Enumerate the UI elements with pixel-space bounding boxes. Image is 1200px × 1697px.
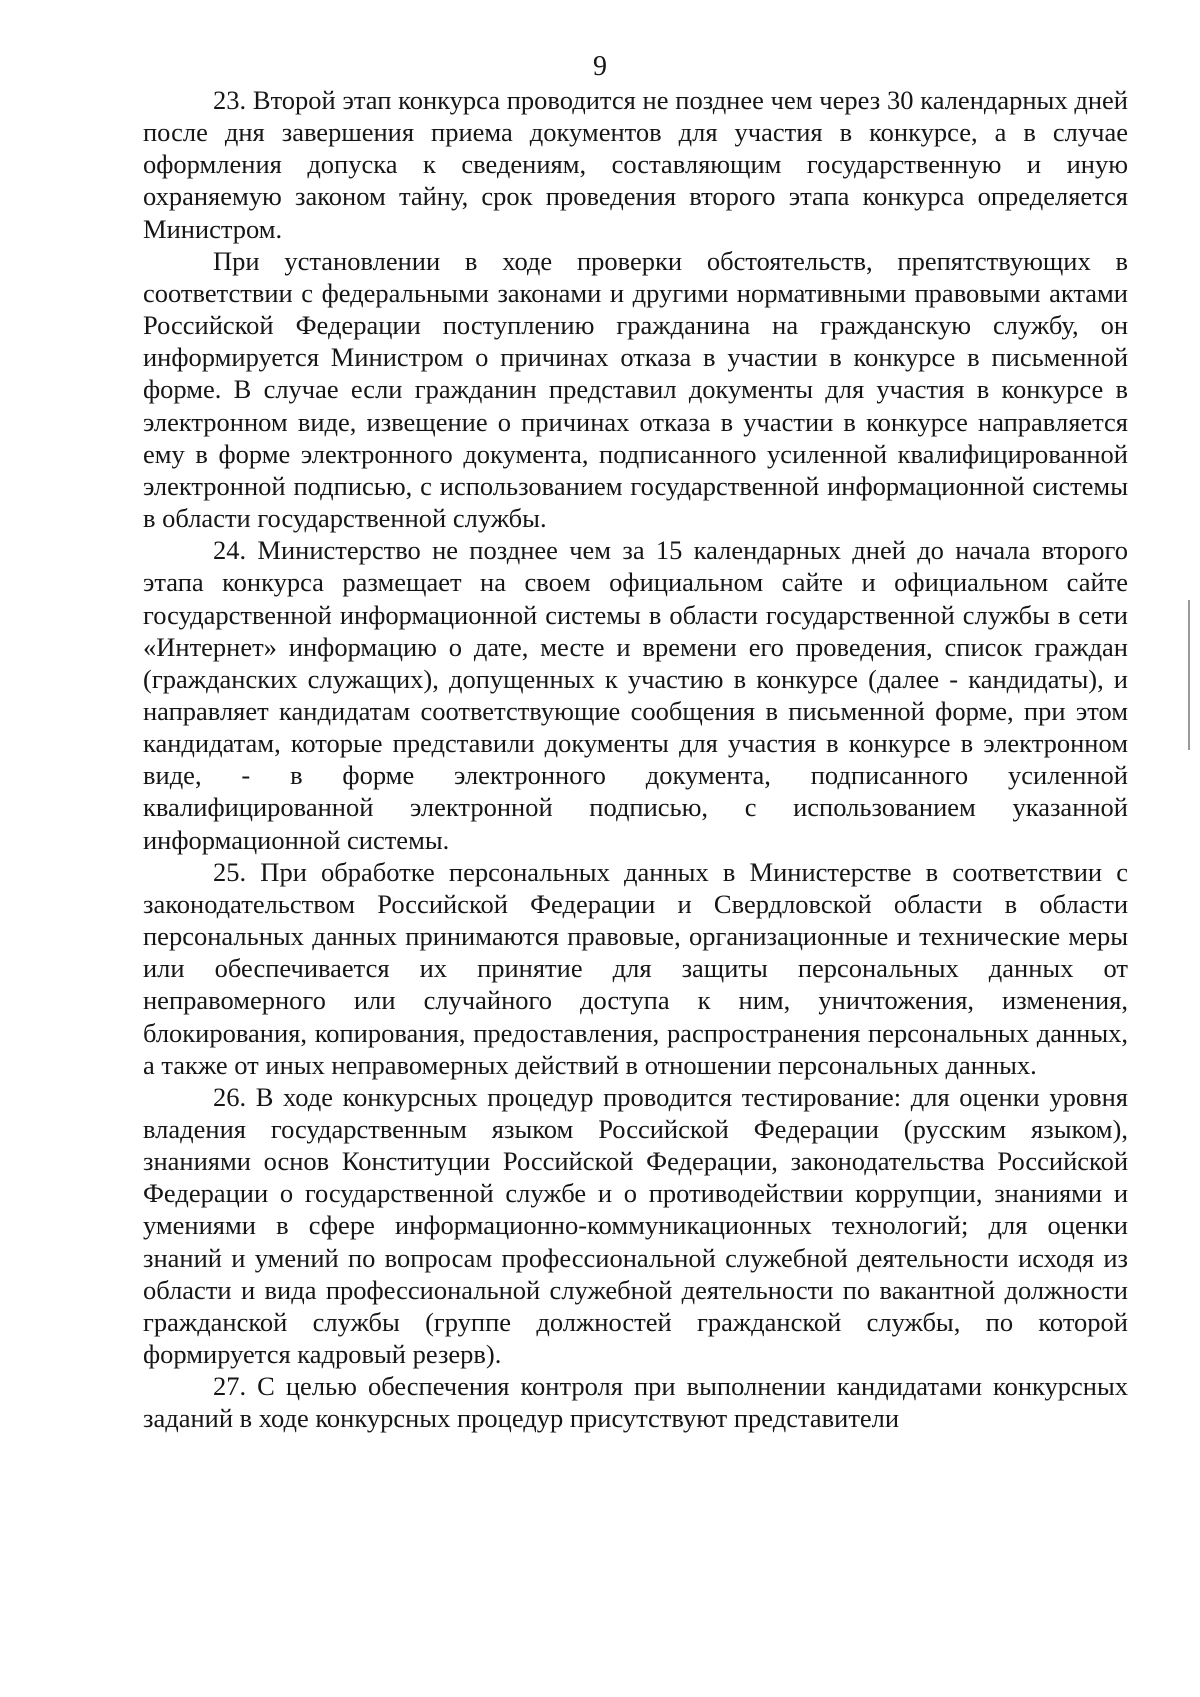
paragraph-23: 23. Второй этап конкурса проводится не позднее чем через 30 календарных дней после дня завершения приема документов для участия в конкурсе, а в случае оформления допуска к сведениям, составляющим государственную и иную охраняемую законом тайну, срок проведения второго этапа конкурса определяется Министром. bbox=[143, 85, 1128, 244]
paragraph-23-continuation: При установлении в ходе проверки обстоятельств, препятствующих в соответствии с федеральными законами и другими нормативными правовыми актами Российской Федерации поступлению гражданина на гражданскую службу, он информируется Министром о причинах отказа в участии в конкурсе в письменной форме. В случае если гражданин представил документы для участия в конкурсе в электронном виде, извещение о причинах отказа в участии в конкурсе направляется ему в форме электронного документа, подписанного усиленной квалифицированной электронной подписью, с использованием государственной информационной системы в области государственной службы. bbox=[143, 245, 1128, 534]
paragraph-27: 27. С целью обеспечения контроля при выполнении кандидатами конкурсных заданий в ходе конкурсных процедур присутствуют представители bbox=[143, 1371, 1128, 1434]
paragraph-24: 24. Министерство не позднее чем за 15 календарных дней до начала второго этапа конкурса размещает на своем официальном сайте и официальном сайте государственной информационной системы в области государственной службы в сети «Интернет» информацию о дате, месте и времени его проведения, список граждан (гражданских служащих), допущенных к участию в конкурсе (далее - кандидаты), и направляет кандидатам соответствующие сообщения в письменной форме, при этом кандидатам, которые представили документы для участия в конкурсе в электронном виде, - в форме электронного документа, подписанного усиленной квалифицированной электронной подписью, с использованием указанной информационной системы. bbox=[143, 535, 1128, 855]
page-number: 9 bbox=[593, 51, 607, 82]
document-body bbox=[143, 84, 1128, 1435]
paragraph-25: 25. При обработке персональных данных в Министерстве в соответствии с законодательством Российской Федерации и Свердловской области в области персональных данных принимаются правовые, организационные и технические меры или обеспечивается их принятие для защиты персональных данных от неправомерного или случайного доступа к ним, уничтожения, изменения, блокирования, копирования, предоставления, распространения персональных данных, а также от иных неправомерных действий в отношении персональных данных. bbox=[143, 856, 1128, 1080]
scan-edge-mark bbox=[1188, 600, 1190, 750]
paragraph-26: 26. В ходе конкурсных процедур проводится тестирование: для оценки уровня владения государственным языком Российской Федерации (русским языком), знаниями основ Конституции Российской Федерации, законодательства Российской Федерации о государственной службе и о противодействии коррупции, знаниями и умениями в сфере информационно-коммуникационных технологий; для оценки знаний и умений по вопросам профессиональной служебной деятельности исходя из области и вида профессиональной служебной деятельности по вакантной должности гражданской службы (группе должностей гражданской службы, по которой формируется кадровый резерв). bbox=[143, 1081, 1128, 1370]
